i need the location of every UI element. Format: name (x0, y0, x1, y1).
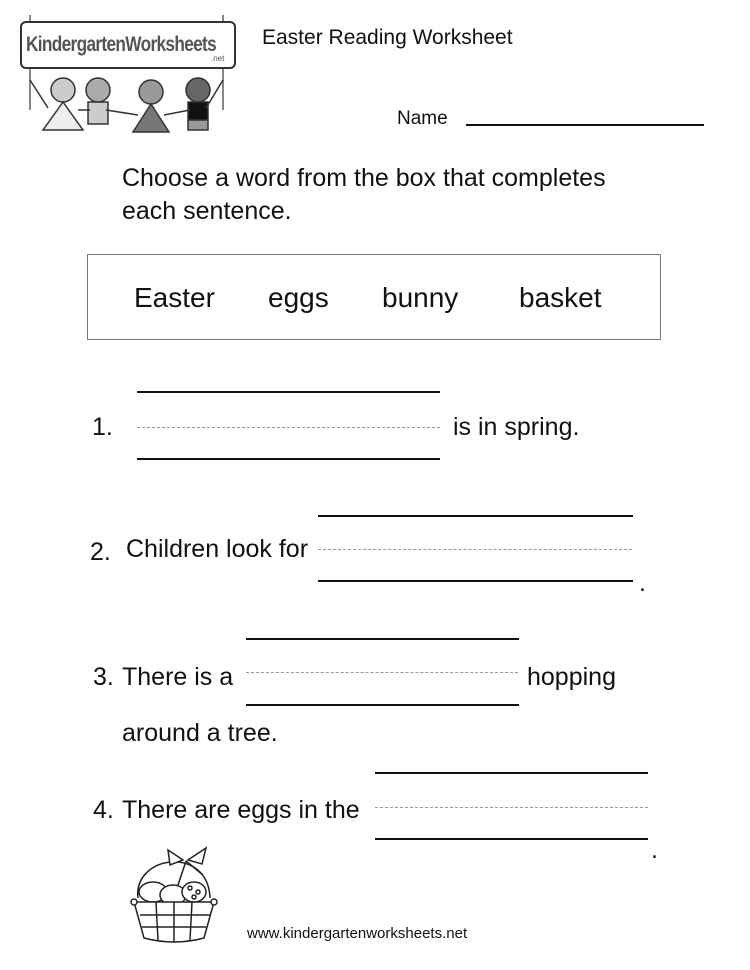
answer-field-4[interactable] (375, 807, 648, 808)
logo (18, 10, 240, 140)
footer-url[interactable]: www.kindergartenworksheets.net (247, 925, 468, 942)
question-text: is in spring. (453, 413, 580, 441)
writing-top-line (318, 515, 633, 517)
question-text: hopping (527, 663, 616, 691)
answer-field-3[interactable] (246, 672, 518, 673)
question-text: . (651, 836, 658, 864)
question-text: . (639, 569, 646, 597)
writing-bottom-line (137, 458, 440, 460)
writing-top-line (137, 391, 440, 393)
question-number: 2. (90, 538, 111, 566)
worksheet-title: Easter Reading Worksheet (262, 26, 513, 49)
question-text: around a tree. (122, 719, 278, 747)
question-text: Children look for (126, 535, 309, 563)
word-bank-word: eggs (268, 282, 329, 313)
word-bank-word: Easter (134, 282, 215, 313)
question-text: There are eggs in the (122, 796, 360, 824)
logo-suffix: .net (211, 54, 225, 63)
question-number: 3. (93, 663, 114, 691)
writing-bottom-line (375, 838, 648, 840)
question-text: There is a (122, 663, 234, 691)
question-number: 1. (92, 413, 113, 441)
question-number: 4. (93, 796, 114, 824)
name-label: Name (397, 108, 448, 129)
word-bank-word: basket (519, 282, 602, 313)
word-bank-word: bunny (382, 282, 459, 313)
name-field-line[interactable] (466, 124, 704, 126)
answer-field-1[interactable] (137, 427, 440, 428)
logo-text: KindergartenWorksheets (26, 33, 217, 56)
writing-top-line (246, 638, 519, 640)
easter-basket-illustration (128, 840, 223, 945)
logo-children-illustration (18, 10, 240, 140)
writing-bottom-line (318, 580, 633, 582)
instructions-line-1: Choose a word from the box that completes (122, 164, 606, 192)
instructions-line-2: each sentence. (122, 197, 292, 225)
writing-bottom-line (246, 704, 519, 706)
writing-top-line (375, 772, 648, 774)
answer-field-2[interactable] (318, 549, 632, 550)
